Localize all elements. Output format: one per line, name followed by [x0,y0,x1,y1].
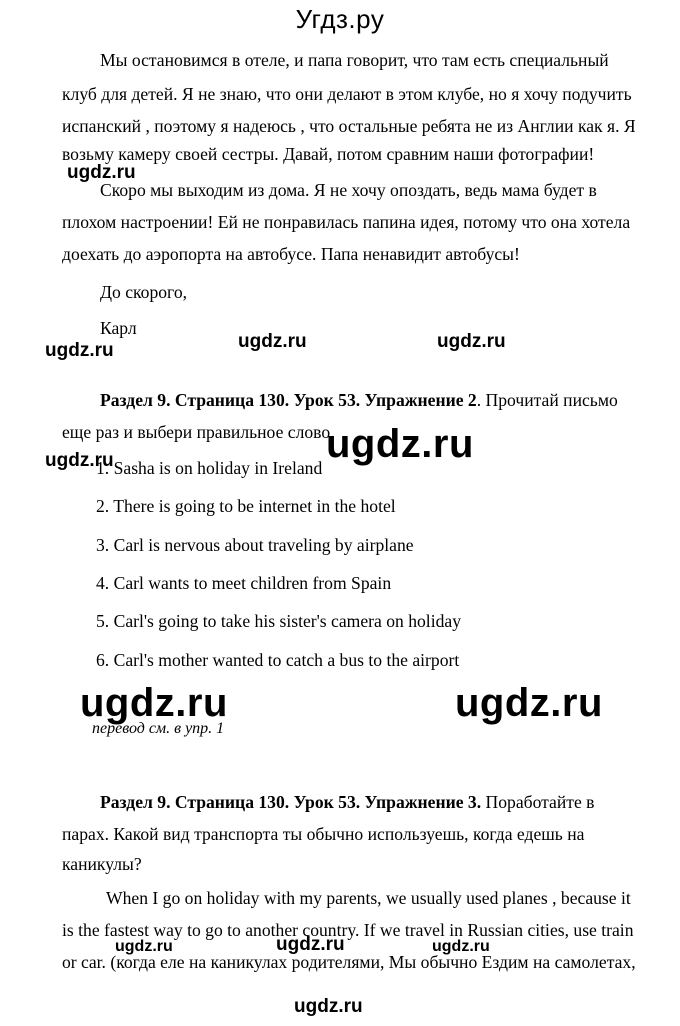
watermark: ugdz.ru [238,331,307,352]
watermark: ugdz.ru [45,450,114,471]
exercise3-heading [100,792,594,813]
exercise3-answer-line: or car. (когда еле на каникулах родителями, Мы обычно Ездим на самолетах, [62,952,636,972]
watermark: ugdz.ru [80,681,228,725]
letter-line: плохом настроении! Ей не понравилась папина идея, потому что она хотела [62,212,631,232]
exercise2-item: 3. Carl is nervous about traveling by airplane [96,535,414,555]
watermark: ugdz.ru [455,681,603,725]
letter-line: Мы остановимся в отеле, и папа говорит, что там есть специальный [100,50,609,70]
watermark: ugdz.ru [294,996,363,1017]
letter-signoff: До скорого, [100,282,188,302]
exercise2-heading-rest: . Прочитай письмо [476,390,618,410]
exercise2-item: 2. There is going to be internet in the hotel [96,496,396,516]
letter-line: доехать до аэропорта на автобусе. Папа ненавидит автобусы! [62,244,520,264]
watermark: ugdz.ru [115,938,173,955]
exercise3-answer-line: When I go on holiday with my parents, we usually used planes , because it [106,888,631,908]
exercise3-answer-line: is the fastest way to go to another country. If we travel in Russian cities, use train [62,920,634,940]
exercise2-item: 6. Carl's mother wanted to catch a bus to the airport [96,650,460,670]
exercise3-heading-bold: Раздел 9. Страница 130. Урок 53. Упражнение 3. [100,792,482,812]
exercise3-heading-line2: парах. Какой вид транспорта ты обычно используешь, когда едешь на [62,824,585,844]
exercise2-item: 1. Sasha is on holiday in Ireland [96,458,323,478]
exercise2-item: 4. Carl wants to meet children from Spain [96,573,392,593]
translation-note: перевод см. в упр. 1 [92,720,225,737]
letter-line: Скоро мы выходим из дома. Я не хочу опоздать, ведь мама будет в [100,180,597,200]
letter-line: возьму камеру своей сестры. Давай, потом сравним наши фотографии! [62,144,595,164]
exercise2-item: 5. Carl's going to take his sister's camera on holiday [96,611,461,631]
exercise2-heading-line2: еще раз и выбери правильное слово. [62,422,335,442]
watermark: ugdz.ru [437,331,506,352]
letter-line: испанский , поэтому я надеюсь , что остальные ребята не из Англии как я. Я [62,116,636,136]
exercise3-heading-line3: каникулы? [62,854,142,874]
letter-line: клуб для детей. Я не знаю, что они делают в этом клубе, но я хочу подучить [62,84,632,104]
watermark: ugdz.ru [432,938,490,955]
watermark: ugdz.ru [276,934,345,955]
site-title[interactable]: Угдз.ру [295,4,385,34]
watermark: ugdz.ru [45,340,114,361]
exercise2-heading-bold: Раздел 9. Страница 130. Урок 53. Упражнение 2 [100,390,477,410]
exercise3-heading-rest: Поработайте в [481,792,595,812]
letter-signature: Карл [100,318,137,338]
watermark: ugdz.ru [67,162,136,183]
exercise2-heading [100,390,618,411]
watermark: ugdz.ru [326,422,474,466]
